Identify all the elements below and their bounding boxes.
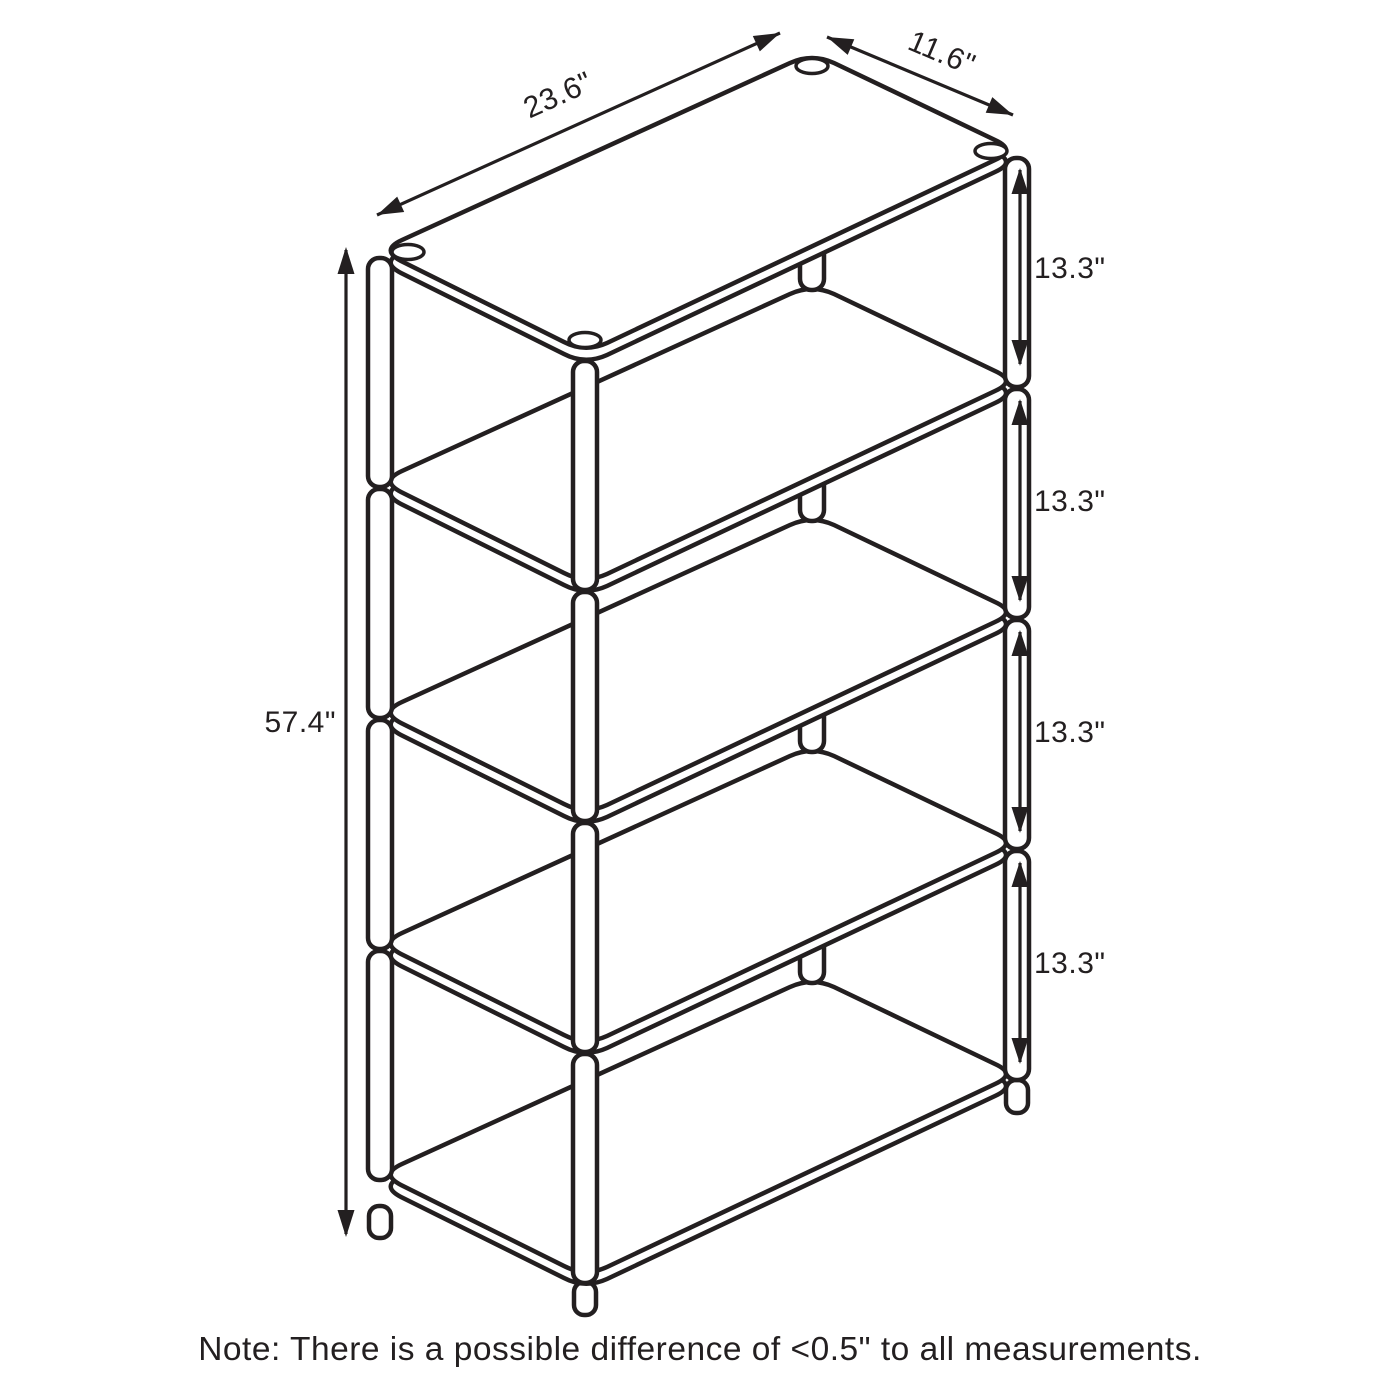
leg-left [368, 489, 392, 718]
foot-front-center [574, 1282, 596, 1315]
shelf-2 [391, 289, 1006, 591]
arrowhead-up-right [753, 33, 780, 51]
foot-front-left [369, 1206, 391, 1238]
gap-1-label: 13.3" [1034, 252, 1106, 285]
gap-4-label: 13.3" [1034, 947, 1106, 980]
leg-left [368, 720, 392, 949]
peg-hole-back [796, 59, 828, 74]
shelf-unit-drawing [368, 58, 1029, 1315]
depth-dimension-label: 11.6" [903, 24, 981, 82]
arrowhead-down-left [377, 197, 404, 215]
gap-2-label: 13.3" [1034, 485, 1106, 518]
leg-front [573, 361, 597, 590]
dimension-height [264, 247, 354, 1237]
arrowhead-up [338, 247, 355, 274]
shelf-4 [391, 751, 1006, 1053]
shelf-1 [391, 58, 1006, 360]
gap-3-label: 13.3" [1034, 716, 1106, 749]
shelf-3 [391, 520, 1006, 822]
measurement-note: Note: There is a possible difference of <0.5" to all measurements. [198, 1331, 1202, 1368]
leg-front [573, 1054, 597, 1283]
foot-right [1006, 1080, 1028, 1113]
leg-left [368, 258, 392, 487]
peg-hole-right [975, 144, 1007, 159]
height-dimension-label: 57.4" [264, 706, 336, 739]
leg-front [573, 823, 597, 1052]
leg-front [573, 592, 597, 821]
leg-left [368, 951, 392, 1180]
arrowhead-up-left [827, 37, 854, 55]
width-dimension-label: 23.6" [518, 65, 598, 126]
peg-hole-left [392, 245, 424, 260]
arrowhead-down [338, 1210, 355, 1237]
arrowhead-down-right [986, 97, 1013, 115]
shelf-5 [391, 982, 1006, 1284]
peg-hole-front [569, 333, 601, 348]
